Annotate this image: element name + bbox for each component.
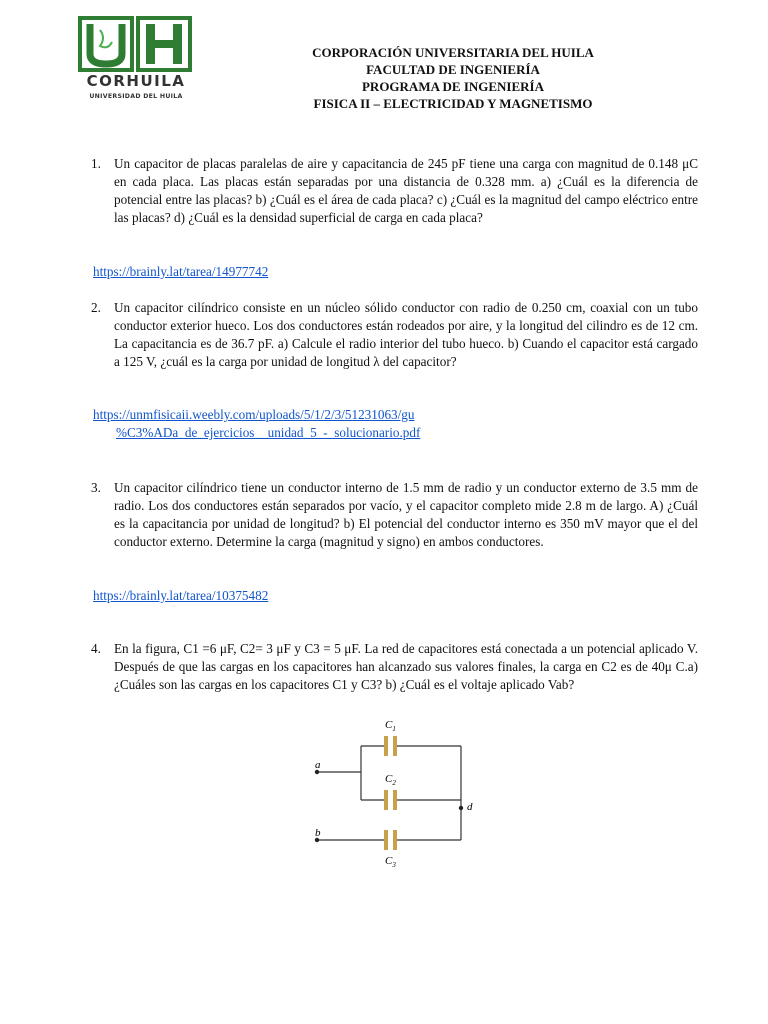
label-b: b: [315, 827, 321, 839]
label-a: a: [315, 759, 321, 771]
label-c2: $C_2$: [385, 773, 396, 787]
logo-name: CORHUILA: [86, 72, 186, 90]
circuit-diagram: [305, 714, 475, 874]
capacitor-c1: [384, 736, 397, 756]
header-institution: CORPORACIÓN UNIVERSITARIA DEL HUILA: [312, 45, 594, 60]
logo-emblem-icon: [78, 16, 194, 74]
question-text: Un capacitor cilíndrico consiste en un núcleo sólido conductor con radio de 0.250 cm, coaxial con un tubo conductor exterior hueco. Los dos conductores están rodeados por aire, y la longitud del cilindro es de 12 cm. La capacitancia es de 36.7 pF. a) Calcule el radio interior del tubo hueco. b) Cuando el capacitor está cargado a 125 V, ¿cuál es la carga por unidad de longitud λ del capacitor?: [114, 300, 698, 369]
circuit-wires: [317, 746, 461, 840]
question-text: En la figura, C1 =6 μF, C2= 3 μF y C3 = 5 μF. La red de capacitores está conectada a un potencial aplicado V. Después de que las cargas en los capacitores han alcanzado sus valores finales, la carga en C2 es de 40μ C.a) ¿Cuáles son las cargas en los capacitores C1 y C3? b) ¿Cuál es el voltaje aplicado Vab?: [114, 641, 698, 692]
capacitor-circuit-figure: [305, 714, 475, 874]
link-weebly-line2[interactable]: %C3%ADa_de_ejercicios__unidad_5_-_solucionario.pdf: [116, 425, 421, 440]
node-d-dot: [459, 806, 463, 810]
label-c1: $C_1$: [385, 719, 396, 733]
link-weebly-line1[interactable]: https://unmfisicaii.weebly.com/uploads/5/1/2/3/51231063/gu: [93, 407, 415, 422]
university-logo: [78, 16, 194, 102]
question-number: 3.: [91, 480, 101, 495]
question-2: [91, 299, 698, 371]
capacitor-c3: [384, 830, 397, 850]
label-c3: $C_3$: [385, 855, 396, 869]
question-number: 4.: [91, 641, 101, 656]
link-brainly-1[interactable]: https://brainly.lat/tarea/14977742: [93, 264, 269, 279]
header-course: FISICA II – ELECTRICIDAD Y MAGNETISMO: [313, 96, 593, 111]
question-text: Un capacitor de placas paralelas de aire y capacitancia de 245 pF tiene una carga con magnitud de 0.148 μC en cada placa. Las placas están separadas por una distancia de 0.328 mm. a) ¿Cuál es la diferencia de potencial entre las placas? b) ¿Cuál es el área de cada placa? c) ¿Cuál es la magnitud del campo eléctrico entre las placas? d) ¿Cuál es la densidad superficial de carga en cada placa?: [114, 156, 698, 225]
question-number: 2.: [91, 300, 101, 315]
label-d: d: [467, 801, 473, 813]
link-brainly-2[interactable]: https://brainly.lat/tarea/10375482: [93, 588, 269, 603]
question-1: [91, 155, 698, 227]
question-4: [91, 640, 698, 694]
question-number: 1.: [91, 156, 101, 171]
header-faculty: FACULTAD DE INGENIERÍA: [366, 62, 540, 77]
capacitor-c2: [384, 790, 397, 810]
document-header: [258, 44, 648, 112]
question-3: [91, 479, 698, 551]
header-program: PROGRAMA DE INGENIERÍA: [361, 79, 544, 94]
question-text: Un capacitor cilíndrico tiene un conductor interno de 1.5 mm de radio y un conductor externo de 3.5 mm de radio. Los dos conductores están separados por vacío, y el capacitor completo mide 2.8 m de largo. A) ¿Cuál es la capacitancia por unidad de longitud? b) El potencial del conductor interno es 350 mV mayor que el del conductor externo. Determine la carga (magnitud y signo) en ambos conductores.: [114, 480, 698, 549]
logo-tagline: UNIVERSIDAD DEL HUILA: [89, 93, 183, 100]
